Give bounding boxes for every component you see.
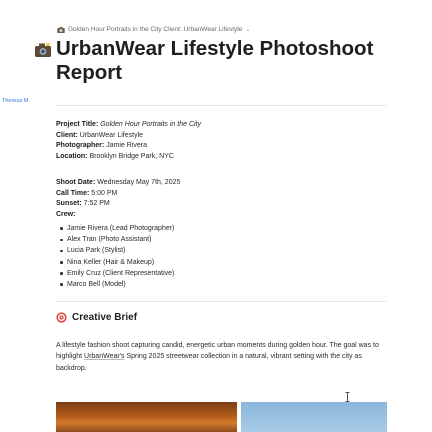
creative-brief-heading[interactable] [56,312,137,323]
project-info [56,120,201,163]
camera-flash-icon [35,43,51,57]
sunset-photo[interactable] [56,402,237,432]
list-item: Emily Cruz (Client Representative) [56,268,174,279]
breadcrumb-text[interactable]: Golden Hour Portraits in the City Client: UrbanWear Lifestyle [68,26,243,33]
project-title-line: Project Title: Golden Hour Portraits in the City [56,121,201,128]
list-item: Nina Keller (Hair & Makeup) [56,257,174,268]
divider [56,301,386,302]
location-line: Location: Brooklyn Bridge Park, NYC [56,153,174,161]
camera-icon [57,27,65,33]
list-item: Lucia Park (Stylist) [56,245,174,256]
chevron-down-icon[interactable]: ⌄ [245,27,251,33]
list-item: Alex Tran (Photo Assistant) [56,234,174,245]
divider [56,105,386,106]
list-item: Marco Bell (Model) [56,279,174,290]
collaborator-tag[interactable]: Theresa M [2,98,29,104]
brand-mention[interactable]: UrbanWear's [84,353,125,361]
sky-photo[interactable] [241,402,387,432]
creative-brief-text[interactable]: A lifestyle fashion shoot capturing candid, energetic urban moments during golden hour. The goal was to highlight UrbanWear's Spring 2025 streetwear collection in a natural, vibrant setting with the city as backdrop. [56,342,379,372]
section-title: Creative Brief [72,312,138,323]
breadcrumb[interactable] [57,26,250,33]
target-icon [56,312,67,323]
text-cursor-icon [345,392,350,402]
shoot-info [56,178,180,221]
crew-label: Crew: [56,211,76,219]
crew-list [56,223,174,290]
client-line: Client: UrbanWear Lifestyle [56,131,144,139]
list-item: Jamie Rivera (Lead Photographer) [56,223,174,234]
sunset-line: Sunset: 7:52 PM [56,200,110,208]
photographer-line: Photographer: Jamie Rivera [56,142,148,150]
page-header [35,37,395,85]
call-time-line: Call Time: 5:00 PM [56,189,118,197]
page-title[interactable]: UrbanWear Lifestyle Photoshoot Report [56,37,374,84]
shoot-date-line: Shoot Date: Wednesday May 7th, 2025 [56,179,181,186]
